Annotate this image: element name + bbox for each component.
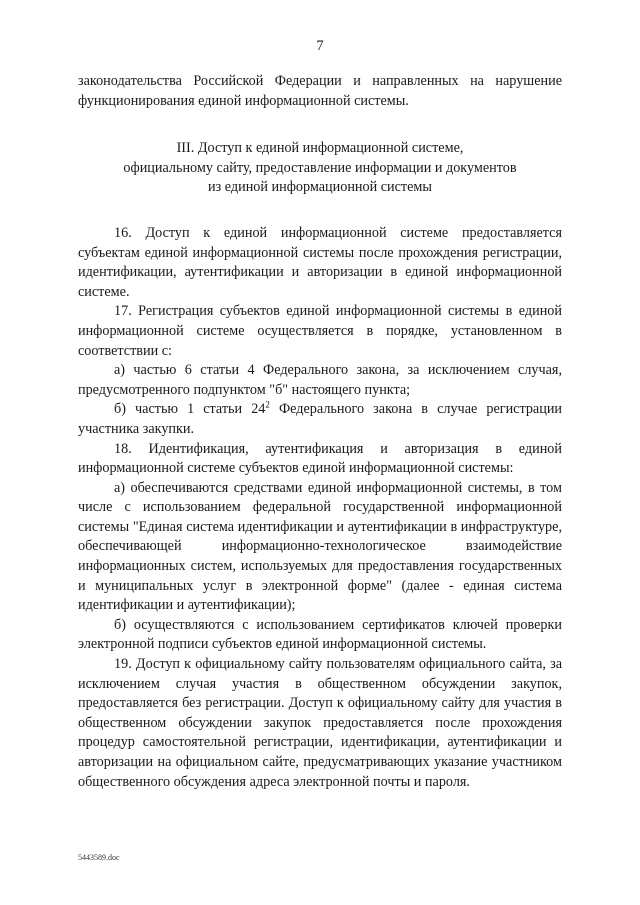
paragraph-17-a: а) частью 6 статьи 4 Федерального закона, за исключением случая, предусмотренного подпунктом "б" настоящего пункта; <box>78 362 562 398</box>
paragraph-17-b-end: Федерального закона в случае регистрации участника закупки. <box>78 401 562 437</box>
document-body <box>78 72 562 792</box>
section-heading-line-2: официальному сайту, предоставление информации и документов <box>123 159 517 176</box>
paragraph-17-b-start: б) частью 1 статьи 24 <box>114 401 266 418</box>
file-reference: 5443589.doc <box>78 853 120 862</box>
paragraph-16: 16. Доступ к единой информационной системе предоставляется субъектам единой информационной системы после прохождения регистрации, идентификации, аутентификации и авторизации в единой информационной системе. <box>78 224 562 300</box>
paragraph-17: 17. Регистрация субъектов единой информационной системы в единой информационной системе осуществляется в порядке, установленном в соответствии с: <box>78 303 562 359</box>
article-superscript: 2 <box>265 399 270 410</box>
page-number: 7 <box>316 38 324 54</box>
paragraph-18-a: а) обеспечиваются средствами единой информационной системы, в том числе с использованием федеральной государственной информационной системы "Единая система идентификации и аутентификации в инфраструктуре, обеспечивающей информационно-технологическое взаимодействие информационных систем, используемых для предоставления государственных и муниципальных услуг в электронной форме" (далее - единая система идентификации и аутентификации); <box>78 479 562 614</box>
intro-paragraph: законодательства Российской Федерации и направленных на нарушение функционирования единой информационной системы. <box>78 73 562 109</box>
paragraph-17-b <box>78 400 562 439</box>
section-heading-line-3: из единой информационной системы <box>208 179 432 196</box>
paragraph-18-b: б) осуществляются с использованием сертификатов ключей проверки электронной подписи субъектов единой информационной системы. <box>78 616 562 653</box>
paragraph-18: 18. Идентификация, аутентификация и авторизация в единой информационной системе субъектов единой информационной системы: <box>78 440 562 477</box>
section-heading-line-1: III. Доступ к единой информационной системе, <box>176 140 464 157</box>
paragraph-19: 19. Доступ к официальному сайту пользователям официального сайта, за исключением случая участия в общественном обсуждении закупок, предоставляется без регистрации. Доступ к официальному сайту для участия в общественном обсуждении закупок предоставляется после прохождения процедур самостоятельной регистрации, идентификации, аутентификации и авторизации на официальном сайте, предусматривающих указание участником общественного обсуждения адреса электронной почты и пароля. <box>78 656 562 790</box>
section-heading <box>78 139 562 198</box>
